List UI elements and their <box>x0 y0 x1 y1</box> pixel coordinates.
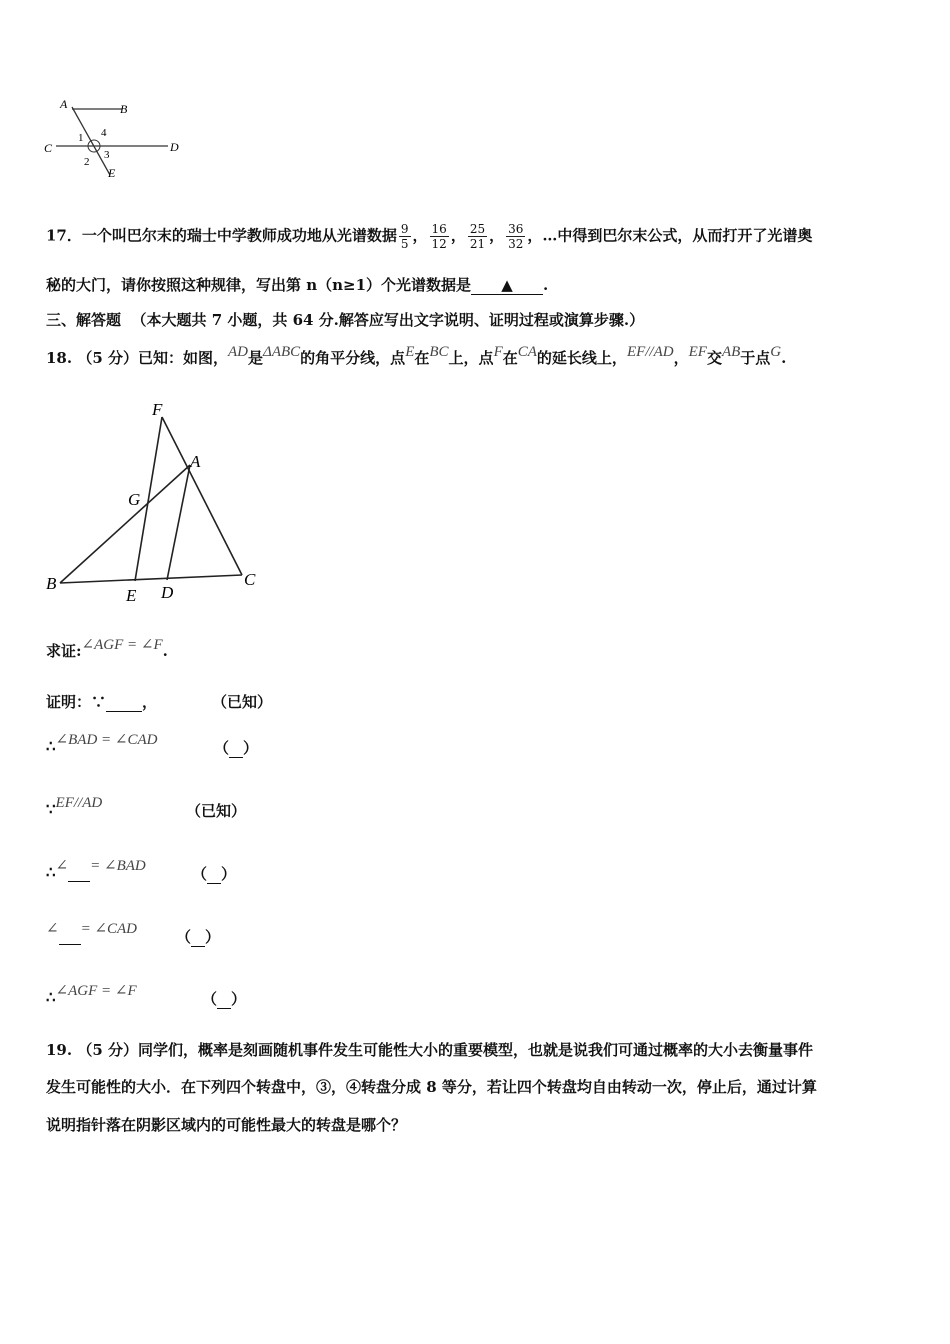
label-d: D <box>170 140 179 154</box>
parallel-lines-figure <box>40 95 190 185</box>
fraction-4: $\frac{36}{32}$ <box>508 222 524 251</box>
triangle-marker: ▲ <box>501 276 513 294</box>
proof-reason-6: （ ） <box>202 990 247 1008</box>
q17-line2-text: 秘的大门，请你按照这种规律，写出第 n（n≥1）个光谱数据是 <box>46 276 472 294</box>
proof-row-4: ∴∠ = ∠BAD （ ） <box>46 858 237 883</box>
proof-blank-4[interactable] <box>68 863 90 882</box>
proof-reason-4: （ ） <box>192 865 237 883</box>
proof-row-5: ∠ = ∠CAD （ ） <box>46 921 221 946</box>
vertex-b: B <box>46 574 57 593</box>
vertex-g: G <box>128 490 141 509</box>
vertex-c: C <box>244 570 256 589</box>
vertex-e: E <box>126 586 137 605</box>
proof-row-6: ∴∠AGF = ∠F （ ） <box>46 983 247 1008</box>
section-title: 三、解答题 <box>46 311 122 329</box>
prove-statement: 求证:∠AGF = ∠F. <box>46 637 168 660</box>
q17-text-before: 一个叫巴尔末的瑞士中学教师成功地从光谱数据 <box>81 226 397 245</box>
q18-number: 18. <box>46 349 73 367</box>
prove-label: 求证: <box>46 642 82 660</box>
fraction-3: $\frac{25}{21}$ <box>469 222 486 251</box>
proof-blank-4b[interactable] <box>207 865 221 884</box>
q19-line3: 说明指针落在阴影区域内的可能性最大的转盘是哪个？ <box>46 1116 407 1134</box>
segment-bc <box>60 575 242 583</box>
angle-4: 4 <box>101 127 107 139</box>
vertex-a: A <box>190 452 201 471</box>
vertex-d: D <box>161 583 174 602</box>
label-b: B <box>120 102 128 116</box>
proof-blank-2[interactable] <box>229 739 243 758</box>
segment-fc <box>162 417 242 575</box>
vertex-f: F <box>152 400 163 419</box>
answer-blank[interactable] <box>471 276 543 295</box>
angle-3: 3 <box>104 149 110 161</box>
section-note: （本大题共 7 小题，共 64 分.解答应写出文字说明、证明过程或演算步骤.） <box>131 311 645 329</box>
q17-text-after: ，…中得到巴尔末公式，从而打开了光谱奥 <box>527 226 813 245</box>
q19-line1: 19. （5 分）同学们，概率是刻画随机事件发生可能性大小的重要模型，也就是说我们可通过概率的大小去衡量事件 <box>46 1041 814 1059</box>
proof-reason-3: （已知） <box>186 802 247 820</box>
proof-label: 证明： <box>46 693 92 711</box>
q17-number: 17． <box>46 226 82 245</box>
proof-row-3: ∵EF//AD （已知） <box>46 795 247 820</box>
q18-line1: 18. （5 分）已知：如图，AD是ΔABC的角平分线，点E在BC上，点F在CA的延长线上，EF//AD，EF交AB于点G. <box>46 344 787 367</box>
proof-reason-1: （已知） <box>212 693 273 711</box>
q17-line2: 秘的大门，请你按照这种规律，写出第 n（n≥1）个光谱数据是 ▲ . <box>46 276 549 294</box>
proof-blank-6[interactable] <box>217 990 231 1009</box>
triangle-figure <box>40 395 270 610</box>
label-c: C <box>44 141 53 155</box>
label-e: E <box>108 166 116 180</box>
angle-1: 1 <box>78 132 84 144</box>
proof-blank-1[interactable] <box>106 693 142 712</box>
proof-blank-5b[interactable] <box>191 928 205 947</box>
label-a: A <box>60 97 68 111</box>
q19-number: 19. <box>46 1041 73 1059</box>
proof-reason-5: （ ） <box>176 928 221 946</box>
q17-line1: 17．一个叫巴尔末的瑞士中学教师成功地从光谱数据 $\frac{9}{5}$ ， $\frac{16}{12}$ ， $\frac{25}{21}$ ， $\frac{36}{32}$ ，…中得到巴尔末公式，从而打开了光谱奥 <box>46 222 813 251</box>
angle-2: 2 <box>84 156 90 168</box>
fraction-2: $\frac{16}{12}$ <box>431 222 447 251</box>
section-heading <box>46 309 644 330</box>
proof-reason-2: （ ） <box>214 739 259 757</box>
q19-line2: 发生可能性的大小．在下列四个转盘中，③，④转盘分成 8 等分，若让四个转盘均自由转动一次，停止后，通过计算 <box>46 1078 817 1096</box>
proof-row-2: ∴∠BAD = ∠CAD （ ） <box>46 732 259 757</box>
proof-row-1: 证明：∵ ， （已知） <box>46 693 273 711</box>
fraction-1: $\frac{9}{5}$ <box>400 222 409 251</box>
proof-blank-5[interactable] <box>59 926 81 945</box>
